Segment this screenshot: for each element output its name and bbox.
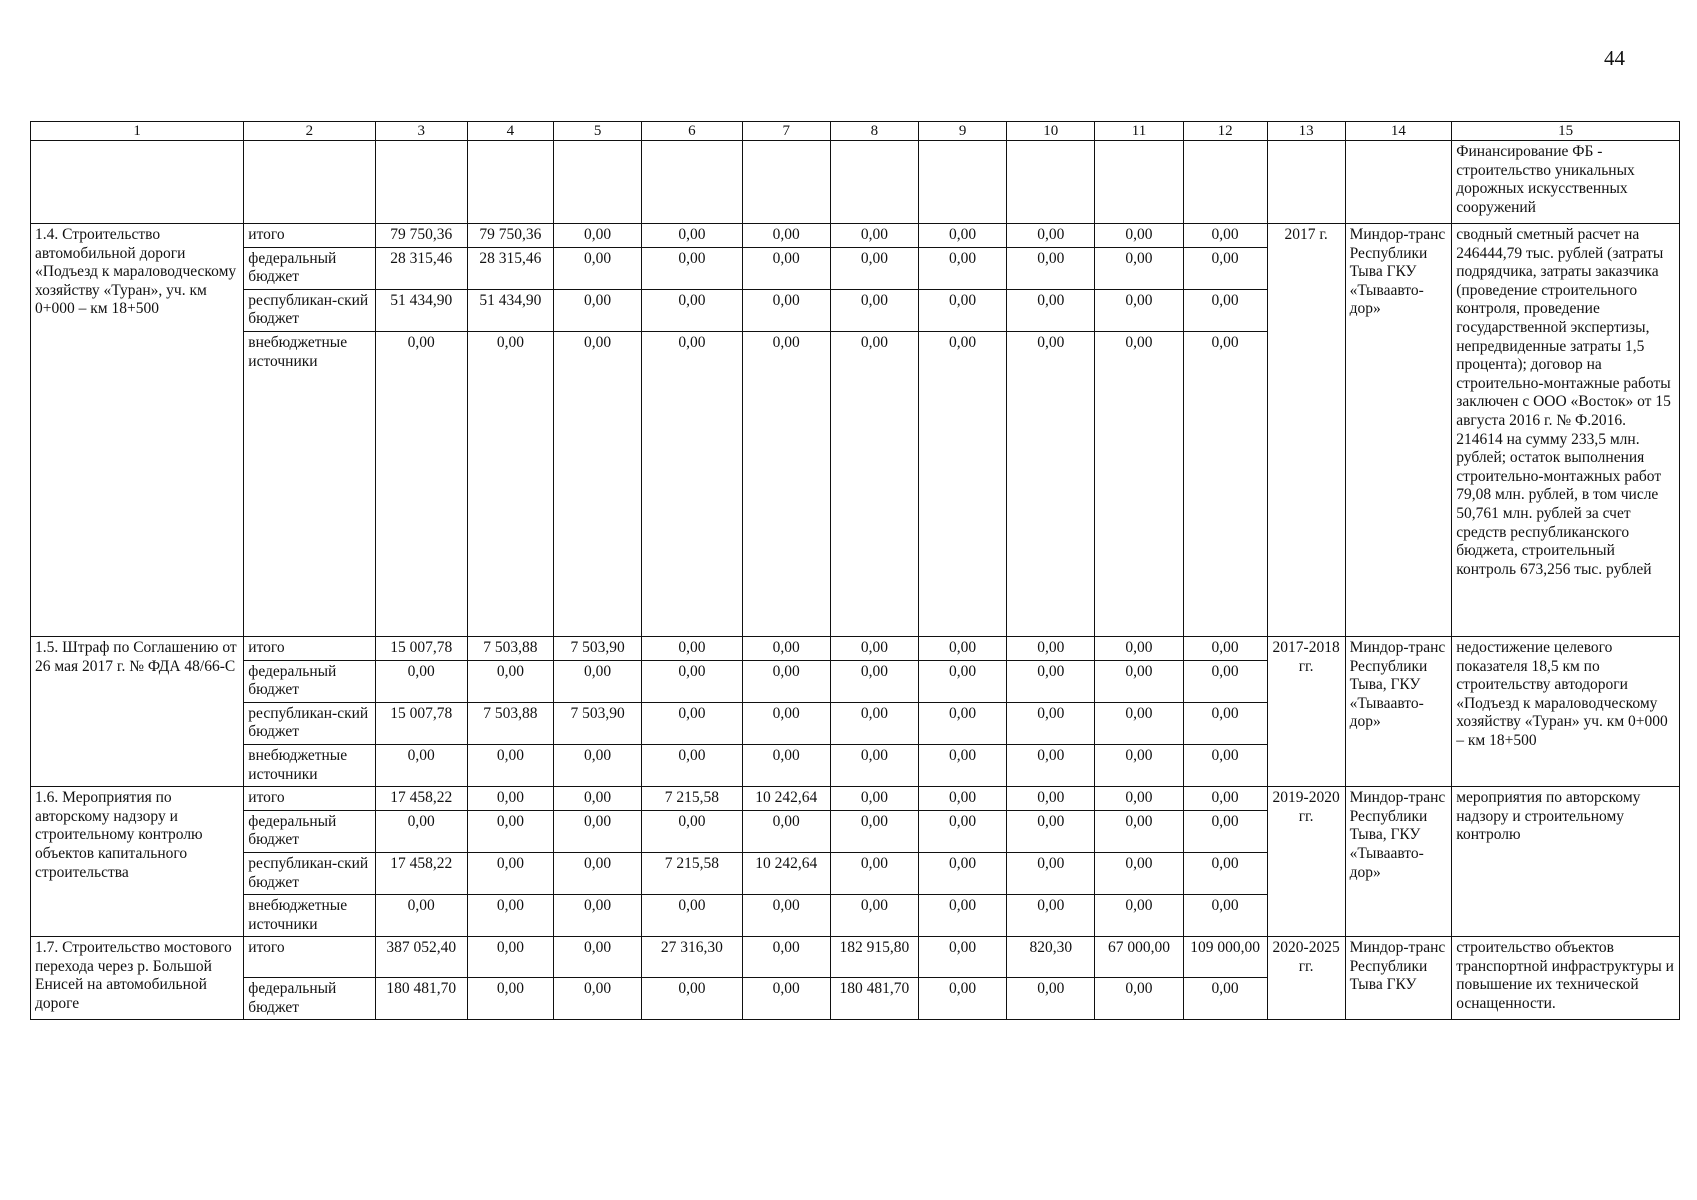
value-cell: 182 915,80 <box>830 937 918 978</box>
value-cell: 0,00 <box>467 744 553 786</box>
value-cell: 0,00 <box>830 289 918 331</box>
column-number: 8 <box>830 122 918 141</box>
value-cell: 0,00 <box>1095 224 1183 248</box>
value-cell: 0,00 <box>1007 224 1095 248</box>
value-cell: 0,00 <box>1095 852 1183 894</box>
column-number: 13 <box>1267 122 1345 141</box>
value-cell: 0,00 <box>919 937 1007 978</box>
value-cell: 7 503,88 <box>467 636 553 660</box>
value-cell: 0,00 <box>553 331 641 636</box>
value-cell: 0,00 <box>1007 289 1095 331</box>
value-cell: 0,00 <box>1183 289 1267 331</box>
value-cell: 15 007,78 <box>375 636 467 660</box>
value-cell: 51 434,90 <box>375 289 467 331</box>
value-cell: 0,00 <box>1095 636 1183 660</box>
funding-source: итого <box>244 636 375 660</box>
value-cell: 0,00 <box>1095 247 1183 289</box>
column-number: 5 <box>553 122 641 141</box>
funding-source: федеральный бюджет <box>244 660 375 702</box>
value-cell: 28 315,46 <box>375 247 467 289</box>
column-number: 11 <box>1095 122 1183 141</box>
value-cell: 0,00 <box>553 852 641 894</box>
item-name: 1.4. Строительство автомобильной дороги «Подъезд к мараловодческому хозяйству «Туран», уч. км 0+000 – км 18+500 <box>31 224 244 637</box>
value-cell: 7 503,90 <box>553 636 641 660</box>
value-cell: 0,00 <box>467 978 553 1020</box>
value-cell: 0,00 <box>742 331 830 636</box>
value-cell: 0,00 <box>1095 810 1183 852</box>
value-cell: 10 242,64 <box>742 852 830 894</box>
funding-source: итого <box>244 937 375 978</box>
period-cell: 2019-2020 гг. <box>1267 787 1345 937</box>
value-cell: 0,00 <box>467 937 553 978</box>
value-cell: 0,00 <box>742 289 830 331</box>
value-cell: 0,00 <box>375 331 467 636</box>
column-number: 9 <box>919 122 1007 141</box>
column-number: 3 <box>375 122 467 141</box>
value-cell: 0,00 <box>1095 895 1183 937</box>
value-cell: 28 315,46 <box>467 247 553 289</box>
value-cell: 0,00 <box>919 978 1007 1020</box>
value-cell: 0,00 <box>919 702 1007 744</box>
value-cell: 67 000,00 <box>1095 937 1183 978</box>
value-cell: 0,00 <box>1183 247 1267 289</box>
value-cell: 0,00 <box>553 937 641 978</box>
note-cell: сводный сметный расчет на 246444,79 тыс. рублей (затраты подрядчика, затраты заказчика (проведение строительного контроля, проведение государственной экспертизы, непредвиденные затраты 1,5 процента); договор на строительно-монтажные работы заключен с ООО «Восток» от 15 августа 2016 г. № Ф.2016. 214614 на сумму 233,5 млн. рублей; остаток выполнения строительно-монтажных работ 79,08 млн. рублей, в том числе 50,761 млн. рублей за счет средств республиканского бюджета, строительный контроль 673,256 тыс. рублей <box>1452 224 1680 637</box>
value-cell: 0,00 <box>1007 978 1095 1020</box>
table-row <box>31 636 1680 660</box>
funding-source: внебюджетные источники <box>244 895 375 937</box>
value-cell: 0,00 <box>375 895 467 937</box>
value-cell: 0,00 <box>919 331 1007 636</box>
column-number: 10 <box>1007 122 1095 141</box>
column-number: 7 <box>742 122 830 141</box>
executor-cell: Миндор-транс Республики Тыва ГКУ «Тываавто-дор» <box>1345 224 1452 637</box>
value-cell: 0,00 <box>375 660 467 702</box>
value-cell: 0,00 <box>830 852 918 894</box>
funding-source: внебюджетные источники <box>244 331 375 636</box>
item-name: 1.5. Штраф по Соглашению от 26 мая 2017 г. № ФДА 48/66-С <box>31 636 244 786</box>
funding-source: федеральный бюджет <box>244 810 375 852</box>
note-cell: недостижение целевого показателя 18,5 км по строительству автодороги «Подъезд к мараловодческому хозяйству «Туран» уч. км 0+000 – км 18+500 <box>1452 636 1680 786</box>
value-cell: 387 052,40 <box>375 937 467 978</box>
value-cell: 0,00 <box>1183 636 1267 660</box>
value-cell: 0,00 <box>830 660 918 702</box>
value-cell: 109 000,00 <box>1183 937 1267 978</box>
value-cell: 0,00 <box>375 810 467 852</box>
value-cell: 0,00 <box>1183 787 1267 811</box>
value-cell: 0,00 <box>830 224 918 248</box>
header-note: Финансирование ФБ - строительство уникальных дорожных искусственных сооружений <box>1452 141 1680 224</box>
value-cell: 0,00 <box>742 895 830 937</box>
value-cell: 0,00 <box>742 810 830 852</box>
value-cell: 0,00 <box>1183 331 1267 636</box>
value-cell: 0,00 <box>919 660 1007 702</box>
column-number: 14 <box>1345 122 1452 141</box>
value-cell: 17 458,22 <box>375 787 467 811</box>
value-cell: 0,00 <box>642 744 742 786</box>
value-cell: 0,00 <box>742 937 830 978</box>
value-cell: 0,00 <box>919 636 1007 660</box>
value-cell: 0,00 <box>553 787 641 811</box>
value-cell: 0,00 <box>1095 702 1183 744</box>
value-cell: 79 750,36 <box>375 224 467 248</box>
value-cell: 0,00 <box>553 660 641 702</box>
value-cell: 0,00 <box>642 978 742 1020</box>
value-cell: 0,00 <box>642 636 742 660</box>
table-body <box>31 122 1680 1020</box>
value-cell: 0,00 <box>642 895 742 937</box>
funding-source: внебюджетные источники <box>244 744 375 786</box>
value-cell: 0,00 <box>742 224 830 248</box>
value-cell: 0,00 <box>830 702 918 744</box>
value-cell: 180 481,70 <box>375 978 467 1020</box>
executor-cell: Миндор-транс Республики Тыва ГКУ <box>1345 937 1452 1020</box>
item-name: 1.6. Мероприятия по авторскому надзору и строительному контролю объектов капитального строительства <box>31 787 244 937</box>
value-cell: 0,00 <box>553 289 641 331</box>
value-cell: 0,00 <box>742 247 830 289</box>
value-cell: 0,00 <box>467 895 553 937</box>
funding-source: итого <box>244 787 375 811</box>
value-cell: 0,00 <box>830 744 918 786</box>
value-cell: 0,00 <box>467 810 553 852</box>
value-cell: 0,00 <box>467 660 553 702</box>
column-number-row <box>31 122 1680 141</box>
value-cell: 0,00 <box>1095 787 1183 811</box>
value-cell: 0,00 <box>919 744 1007 786</box>
funding-source: республикан-ский бюджет <box>244 702 375 744</box>
value-cell: 0,00 <box>919 852 1007 894</box>
value-cell: 7 215,58 <box>642 852 742 894</box>
value-cell: 820,30 <box>1007 937 1095 978</box>
value-cell: 0,00 <box>1183 702 1267 744</box>
value-cell: 0,00 <box>1095 331 1183 636</box>
value-cell: 0,00 <box>830 810 918 852</box>
value-cell: 0,00 <box>642 247 742 289</box>
value-cell: 0,00 <box>553 744 641 786</box>
value-cell: 0,00 <box>1183 978 1267 1020</box>
value-cell: 0,00 <box>1183 852 1267 894</box>
value-cell: 0,00 <box>553 810 641 852</box>
value-cell: 27 316,30 <box>642 937 742 978</box>
note-cell: строительство объектов транспортной инфраструктуры и повышение их технической оснащенности. <box>1452 937 1680 1020</box>
period-cell: 2020-2025 гг. <box>1267 937 1345 1020</box>
value-cell: 0,00 <box>1007 744 1095 786</box>
value-cell: 0,00 <box>742 744 830 786</box>
value-cell: 51 434,90 <box>467 289 553 331</box>
value-cell: 0,00 <box>919 247 1007 289</box>
value-cell: 79 750,36 <box>467 224 553 248</box>
value-cell: 0,00 <box>1183 744 1267 786</box>
funding-source: федеральный бюджет <box>244 247 375 289</box>
table-row <box>31 937 1680 978</box>
value-cell: 0,00 <box>830 787 918 811</box>
value-cell: 0,00 <box>1007 636 1095 660</box>
value-cell: 180 481,70 <box>830 978 918 1020</box>
value-cell: 0,00 <box>553 895 641 937</box>
value-cell: 0,00 <box>742 978 830 1020</box>
executor-cell: Миндор-транс Республики Тыва, ГКУ «Тываавто-дор» <box>1345 787 1452 937</box>
value-cell: 0,00 <box>1007 787 1095 811</box>
value-cell: 0,00 <box>830 895 918 937</box>
item-name: 1.7. Строительство мостового перехода через р. Большой Енисей на автомобильной дороге <box>31 937 244 1020</box>
value-cell: 7 503,90 <box>553 702 641 744</box>
value-cell: 0,00 <box>1095 744 1183 786</box>
value-cell: 0,00 <box>742 636 830 660</box>
funding-source: федеральный бюджет <box>244 978 375 1020</box>
value-cell: 0,00 <box>1183 224 1267 248</box>
funding-source: итого <box>244 224 375 248</box>
value-cell: 0,00 <box>375 744 467 786</box>
value-cell: 0,00 <box>642 702 742 744</box>
value-cell: 0,00 <box>919 224 1007 248</box>
column-number: 6 <box>642 122 742 141</box>
funding-source: республикан-ский бюджет <box>244 852 375 894</box>
value-cell: 17 458,22 <box>375 852 467 894</box>
value-cell: 0,00 <box>642 331 742 636</box>
value-cell: 0,00 <box>1007 895 1095 937</box>
value-cell: 0,00 <box>919 787 1007 811</box>
value-cell: 0,00 <box>1007 331 1095 636</box>
value-cell: 0,00 <box>1095 660 1183 702</box>
page-number: 44 <box>1604 46 1625 70</box>
value-cell: 15 007,78 <box>375 702 467 744</box>
value-cell: 0,00 <box>642 810 742 852</box>
header-note-row <box>31 141 1680 224</box>
value-cell: 0,00 <box>1007 660 1095 702</box>
value-cell: 7 503,88 <box>467 702 553 744</box>
value-cell: 0,00 <box>742 702 830 744</box>
value-cell: 0,00 <box>642 289 742 331</box>
value-cell: 0,00 <box>553 247 641 289</box>
value-cell: 0,00 <box>467 787 553 811</box>
value-cell: 0,00 <box>467 852 553 894</box>
value-cell: 0,00 <box>1095 978 1183 1020</box>
executor-cell: Миндор-транс Республики Тыва, ГКУ «Тываавто-дор» <box>1345 636 1452 786</box>
value-cell: 0,00 <box>1183 810 1267 852</box>
value-cell: 0,00 <box>1095 289 1183 331</box>
value-cell: 0,00 <box>1007 852 1095 894</box>
value-cell: 0,00 <box>742 660 830 702</box>
financing-table <box>30 121 1680 1020</box>
value-cell: 0,00 <box>1183 660 1267 702</box>
value-cell: 0,00 <box>830 247 918 289</box>
period-cell: 2017 г. <box>1267 224 1345 637</box>
column-number: 12 <box>1183 122 1267 141</box>
column-number: 2 <box>244 122 375 141</box>
value-cell: 0,00 <box>553 224 641 248</box>
value-cell: 0,00 <box>1007 702 1095 744</box>
value-cell: 0,00 <box>919 810 1007 852</box>
value-cell: 7 215,58 <box>642 787 742 811</box>
column-number: 1 <box>31 122 244 141</box>
value-cell: 0,00 <box>642 660 742 702</box>
value-cell: 0,00 <box>1183 895 1267 937</box>
value-cell: 0,00 <box>467 331 553 636</box>
value-cell: 0,00 <box>642 224 742 248</box>
column-number: 4 <box>467 122 553 141</box>
value-cell: 0,00 <box>919 289 1007 331</box>
value-cell: 0,00 <box>1007 247 1095 289</box>
table-row <box>31 224 1680 248</box>
value-cell: 0,00 <box>553 978 641 1020</box>
value-cell: 0,00 <box>830 636 918 660</box>
column-number: 15 <box>1452 122 1680 141</box>
note-cell: мероприятия по авторскому надзору и строительному контролю <box>1452 787 1680 937</box>
value-cell: 0,00 <box>830 331 918 636</box>
funding-source: республикан-ский бюджет <box>244 289 375 331</box>
table-row <box>31 787 1680 811</box>
value-cell: 0,00 <box>919 895 1007 937</box>
period-cell: 2017-2018 гг. <box>1267 636 1345 786</box>
value-cell: 10 242,64 <box>742 787 830 811</box>
value-cell: 0,00 <box>1007 810 1095 852</box>
